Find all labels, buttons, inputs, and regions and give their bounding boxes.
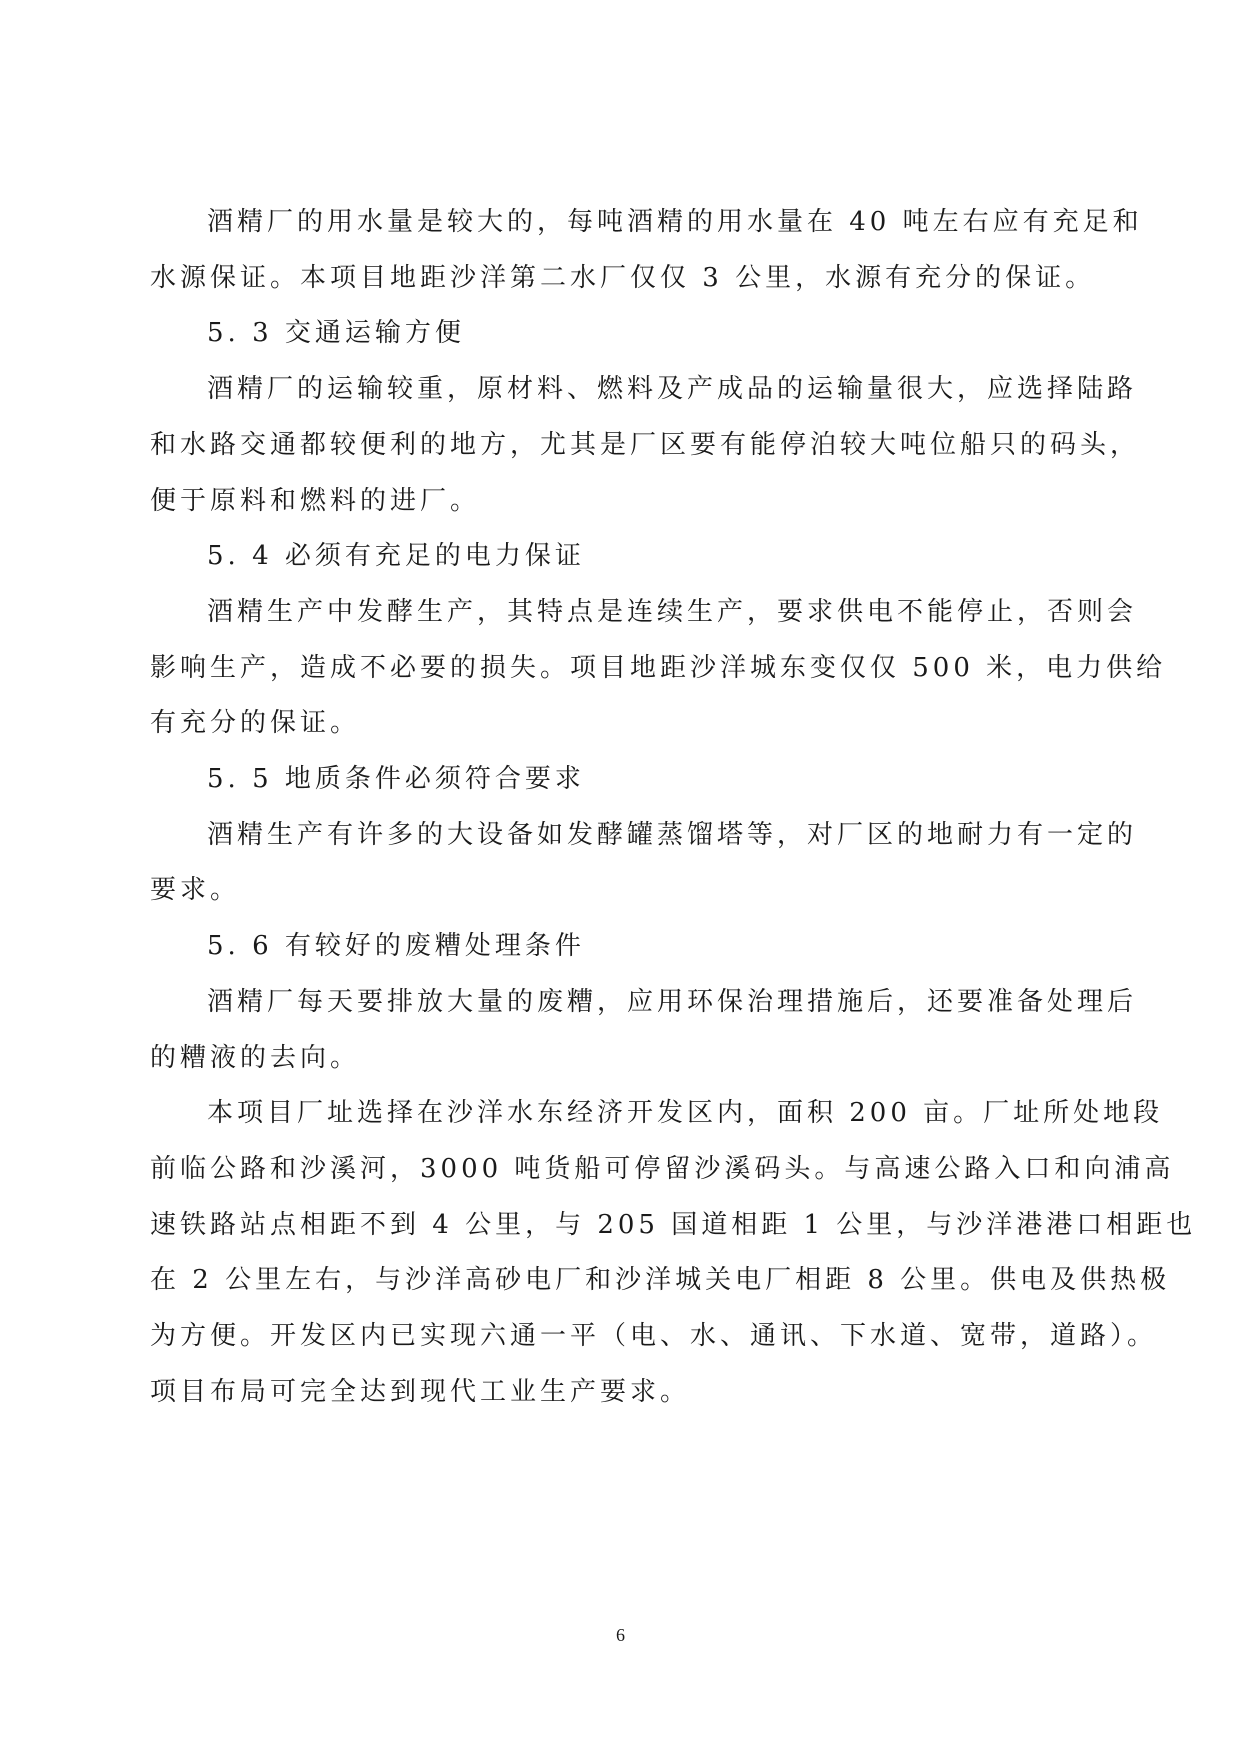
paragraph-line: 便于原料和燃料的进厂。 [150, 485, 481, 516]
paragraph-line: 有充分的保证。 [150, 708, 361, 739]
page-number: 6 [616, 1625, 625, 1645]
paragraph-line: 和水路交通都较便利的地方，尤其是厂区要有能停泊较大吨位船只的码头， [150, 429, 1141, 460]
paragraph-line: 要求。 [150, 875, 241, 906]
paragraph-line: 项目布局可完全达到现代工业生产要求。 [150, 1376, 691, 1407]
section-heading: 5. 5 地质条件必须符合要求 [207, 764, 585, 794]
section-heading: 5. 4 必须有充足的电力保证 [207, 541, 585, 572]
paragraph-line: 影响生产，造成不必要的损失。项目地距沙洋城东变仅仅 500 米，电力供给 [150, 652, 1167, 683]
paragraph-line: 酒精生产有许多的大设备如发酵罐蒸馏塔等，对厂区的地耐力有一定的 [207, 819, 1138, 850]
paragraph-line: 酒精生产中发酵生产，其特点是连续生产，要求供电不能停止，否则会 [207, 596, 1138, 627]
paragraph-line: 速铁路站点相距不到 4 公里，与 205 国道相距 1 公里，与沙洋港港口相距也 [150, 1209, 1197, 1240]
paragraph-line: 酒精厂的用水量是较大的，每吨酒精的用水量在 40 吨左右应有充足和 [207, 207, 1143, 237]
paragraph-line: 的糟液的去向。 [150, 1042, 361, 1073]
paragraph-line: 为方便。开发区内已实现六通一平（电、水、通讯、下水道、宽带，道路）。 [150, 1321, 1158, 1351]
paragraph-line: 水源保证。本项目地距沙洋第二水厂仅仅 3 公里，水源有充分的保证。 [150, 262, 1096, 293]
paragraph-line: 本项目厂址选择在沙洋水东经济开发区内，面积 200 亩。厂址所处地段 [207, 1098, 1164, 1129]
paragraph-line: 在 2 公里左右，与沙洋高砂电厂和沙洋城关电厂相距 8 公里。供电及供热极 [150, 1265, 1171, 1296]
section-heading: 5. 3 交通运输方便 [207, 318, 465, 349]
paragraph-line: 酒精厂每天要排放大量的废糟，应用环保治理措施后，还要准备处理后 [207, 986, 1138, 1017]
section-heading: 5. 6 有较好的废糟处理条件 [207, 931, 585, 962]
paragraph-line: 前临公路和沙溪河，3000 吨货船可停留沙溪码头。与高速公路入口和向浦高 [150, 1153, 1175, 1184]
paragraph-line: 酒精厂的运输较重，原材料、燃料及产成品的运输量很大，应选择陆路 [207, 374, 1138, 405]
